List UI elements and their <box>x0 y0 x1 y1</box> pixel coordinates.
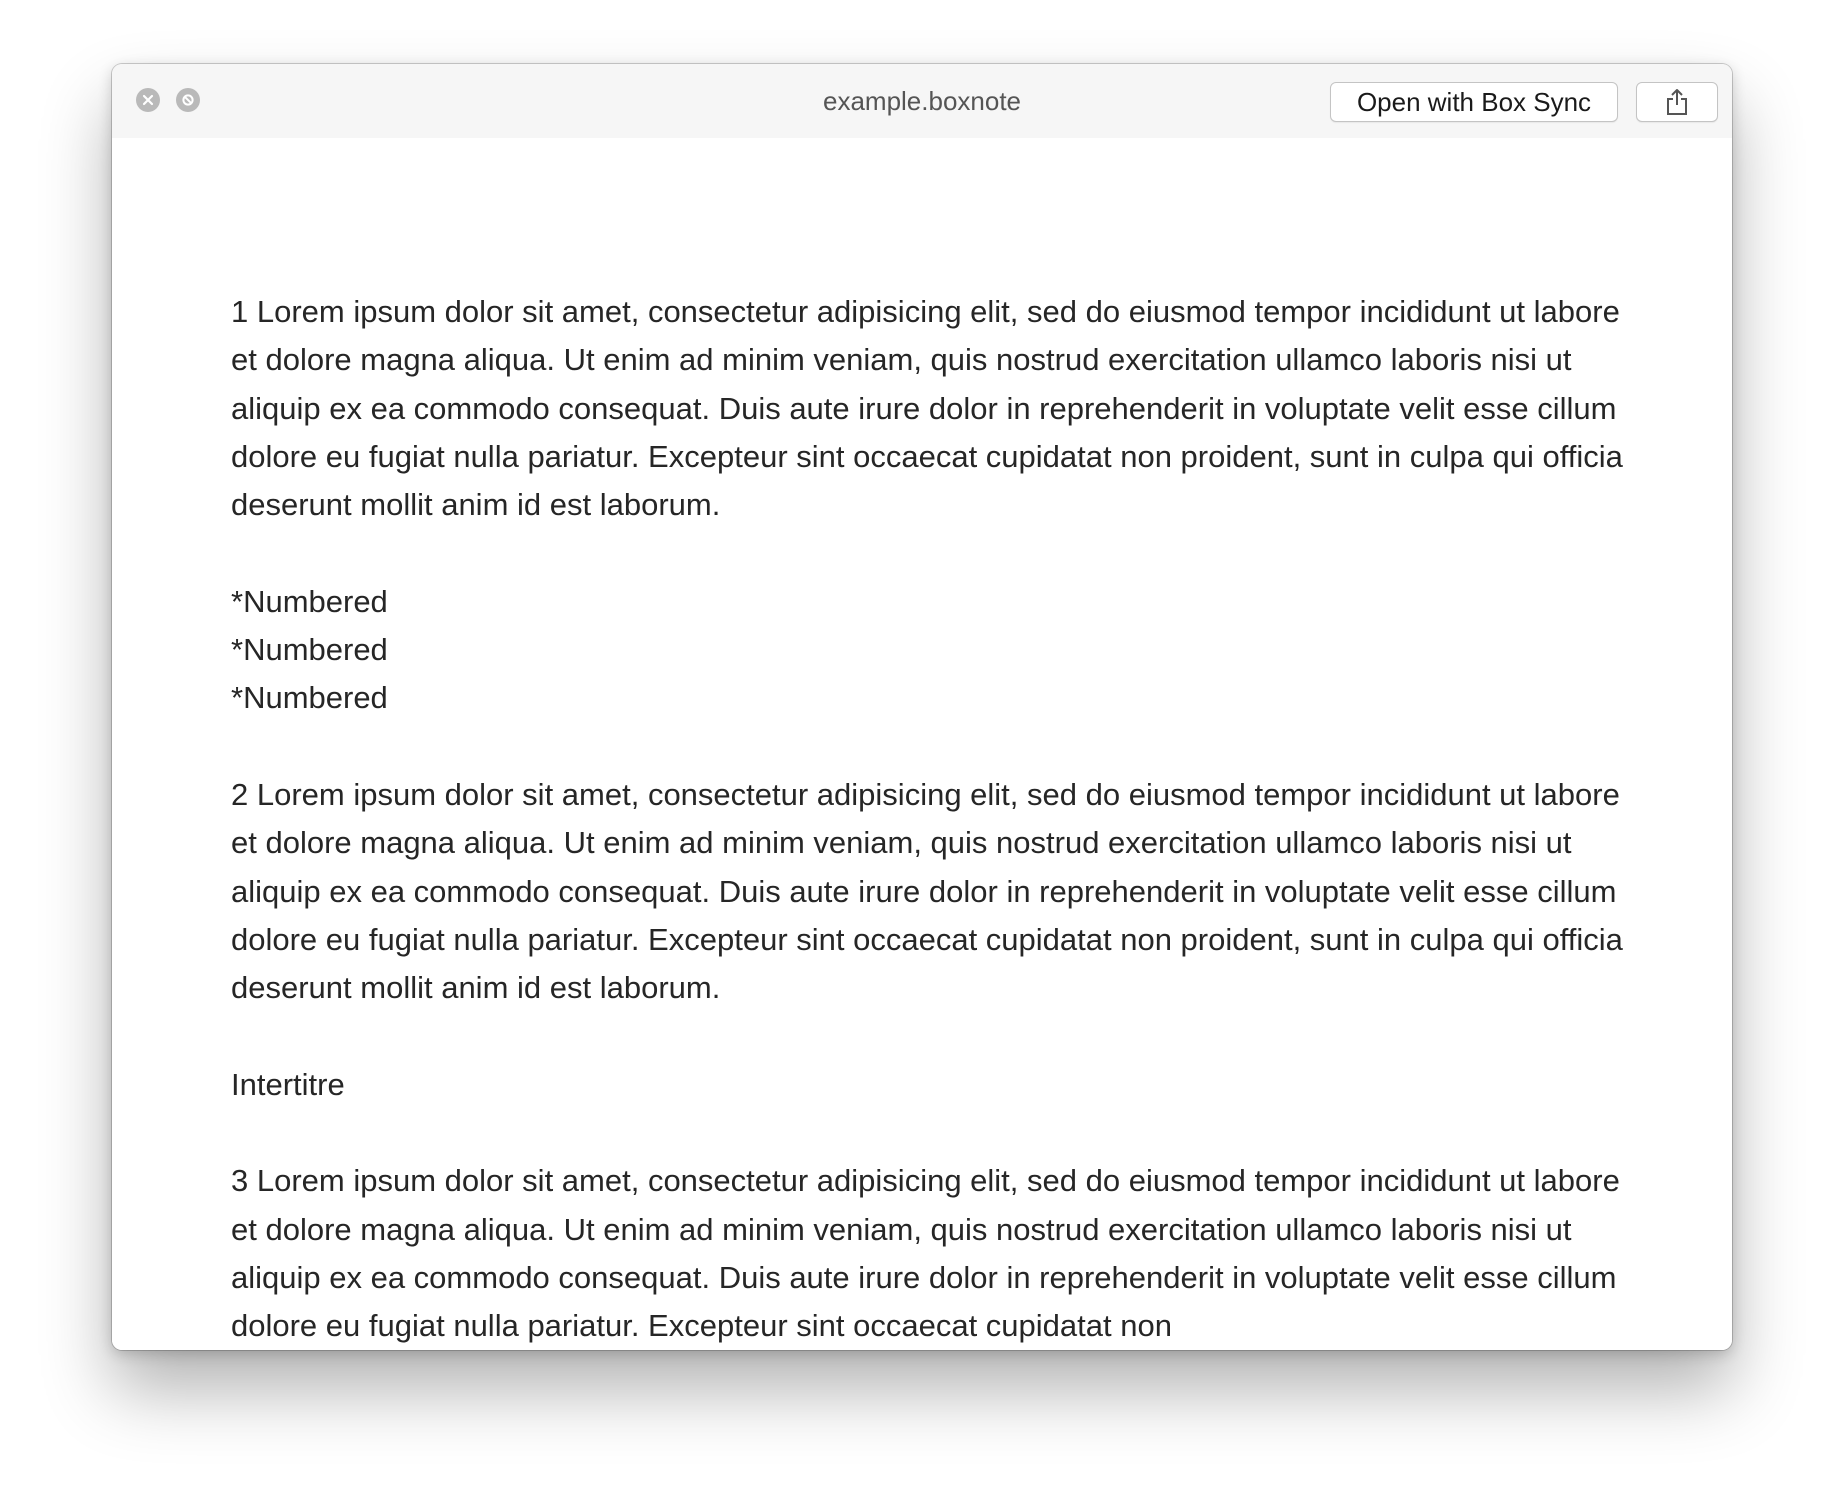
share-icon <box>1665 88 1689 116</box>
open-with-box-sync-button[interactable]: Open with Box Sync <box>1330 82 1618 122</box>
list-item: *Numbered <box>231 680 388 716</box>
fullscreen-button[interactable] <box>176 88 200 112</box>
section-heading: Intertitre <box>231 1066 345 1102</box>
close-icon <box>142 94 154 106</box>
paragraph-3: 3 Lorem ipsum dolor sit amet, consectetur adipisicing elit, sed do eiusmod tempor incididunt ut labore et dolore magna aliqua. Ut enim ad minim veniam, quis nostrud exercitation ullamco laboris nisi ut aliquip ex ea commodo consequat. Duis aute irure dolor in reprehenderit in voluptate velit esse cillum dolore eu fugiat nulla pariatur. Excepteur sint occaecat cupidatat non <box>231 1163 1620 1344</box>
fullscreen-disabled-icon <box>181 93 195 107</box>
list-item: *Numbered <box>231 583 388 619</box>
document-body <box>231 288 1631 1350</box>
share-button[interactable] <box>1636 82 1718 122</box>
numbered-list <box>231 578 1631 723</box>
title-bar[interactable] <box>112 64 1732 138</box>
paragraph-1: 1 Lorem ipsum dolor sit amet, consectetur adipisicing elit, sed do eiusmod tempor incididunt ut labore et dolore magna aliqua. Ut enim ad minim veniam, quis nostrud exercitation ullamco laboris nisi ut aliquip ex ea commodo consequat. Duis aute irure dolor in reprehenderit in voluptate velit esse cillum dolore eu fugiat nulla pariatur. Excepteur sint occaecat cupidatat non proident, sunt in culpa qui officia deserunt mollit anim id est laborum. <box>231 294 1623 523</box>
list-item: *Numbered <box>231 632 388 668</box>
window-title: example.boxnote <box>822 86 1022 116</box>
document-preview[interactable] <box>112 138 1732 1350</box>
close-button[interactable] <box>136 88 160 112</box>
paragraph-2: 2 Lorem ipsum dolor sit amet, consectetur adipisicing elit, sed do eiusmod tempor incididunt ut labore et dolore magna aliqua. Ut enim ad minim veniam, quis nostrud exercitation ullamco laboris nisi ut aliquip ex ea commodo consequat. Duis aute irure dolor in reprehenderit in voluptate velit esse cillum dolore eu fugiat nulla pariatur. Excepteur sint occaecat cupidatat non proident, sunt in culpa qui officia deserunt mollit anim id est laborum. <box>231 776 1623 1006</box>
quicklook-window <box>112 64 1732 1350</box>
